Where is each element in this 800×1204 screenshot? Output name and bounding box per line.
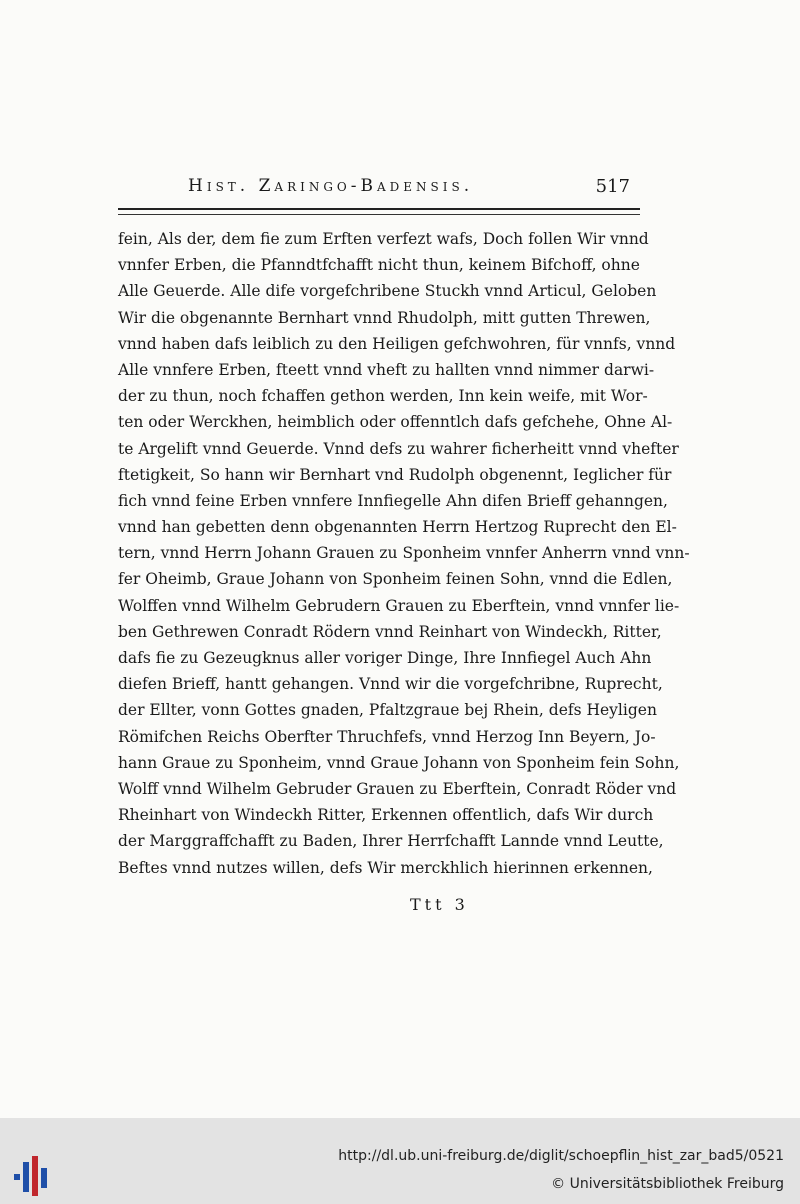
text-line: ftetigkeit, So hann wir Bernhart vnd Rudolph obgenennt, Ieglicher für: [118, 465, 672, 484]
text-line: Rheinhart von Windeckh Ritter, Erkennen offentlich, dafs Wir durch: [118, 806, 654, 825]
text-line: ten oder Werckhen, heimblich oder offenntlch dafs gefchehe, Ohne Al-: [118, 413, 673, 432]
text-line: Beftes vnnd nutzes willen, defs Wir merckhlich hierinnen erkennen,: [118, 858, 653, 877]
text-line: Wir die obgenannte Bernhart vnnd Rhudolph, mitt gutten Threwen,: [118, 308, 651, 327]
header-rule-thick: [118, 208, 640, 210]
text-line: vnnd han gebetten denn obgenannten Herrn Hertzog Ruprecht den El-: [118, 518, 677, 537]
text-line: der Marggraffchafft zu Baden, Ihrer Herrfchafft Lannde vnnd Leutte,: [118, 832, 664, 851]
text-line: tern, vnnd Herrn Johann Grauen zu Sponheim vnnfer Anherrn vnnd vnn-: [118, 544, 690, 563]
footer-bar: [0, 1118, 800, 1204]
text-line: Römifchen Reichs Oberfter Thruchfefs, vnnd Herzog Inn Beyern, Jo-: [118, 727, 656, 746]
page-number: 517: [595, 176, 630, 197]
library-logo-icon[interactable]: [14, 1156, 52, 1196]
text-line: Alle Geuerde. Alle dife vorgefchribene Stuckh vnnd Articul, Geloben: [118, 282, 657, 301]
text-line: Wolffen vnnd Wilhelm Gebrudern Grauen zu Eberftein, vnnd vnnfer lie-: [118, 596, 680, 615]
text-body: [118, 226, 690, 881]
text-line: vnnd haben dafs leiblich zu den Heiligen gefchwohren, für vnnfs, vnnd: [118, 334, 676, 353]
header-rule-thin: [118, 214, 640, 215]
copyright-text: © Universitätsbibliothek Freiburg: [551, 1176, 784, 1192]
text-line: der Ellter, vonn Gottes gnaden, Pfaltzgraue bej Rhein, defs Heyligen: [118, 701, 657, 720]
text-line: diefen Brieff, hantt gehangen. Vnnd wir die vorgefchribne, Ruprecht,: [118, 675, 663, 694]
text-line: ben Gethrewen Conradt Rödern vnnd Reinhart von Windeckh, Ritter,: [118, 622, 662, 641]
text-line: te Argelift vnnd Geuerde. Vnnd defs zu wahrer ficherheitt vnnd vhefter: [118, 439, 679, 458]
text-line: fein, Als der, dem fie zum Erften verfezt wafs, Doch follen Wir vnnd: [118, 230, 649, 248]
running-head: [118, 176, 640, 200]
text-line: vnnfer Erben, die Pfanndtfchafft nicht thun, keinem Bifchoff, ohne: [118, 256, 640, 275]
text-line: fer Oheimb, Graue Johann von Sponheim feinen Sohn, vnnd die Edlen,: [118, 570, 673, 589]
text-line: hann Graue zu Sponheim, vnnd Graue Johann von Sponheim fein Sohn,: [118, 753, 680, 772]
signature-mark: Ttt 3: [410, 895, 469, 914]
permalink-url[interactable]: http://dl.ub.uni-freiburg.de/diglit/schoepflin_hist_zar_bad5/0521: [338, 1148, 784, 1164]
text-line: der zu thun, noch fchaffen gethon werden, Inn kein weife, mit Wor-: [118, 387, 648, 406]
text-line: Wolff vnnd Wilhelm Gebruder Grauen zu Eberftein, Conradt Röder vnd: [118, 779, 677, 798]
running-title: Hist. Zaringo-Badensis.: [188, 176, 474, 196]
text-line: Alle vnnfere Erben, fteett vnnd vheft zu hallten vnnd nimmer darwi-: [118, 360, 655, 379]
text-line: dafs fie zu Gezeugknus aller voriger Dinge, Ihre Innfiegel Auch Ahn: [118, 649, 652, 667]
text-line: fich vnnd feine Erben vnnfere Innfiegelle Ahn difen Brieff gehanngen,: [118, 491, 668, 510]
